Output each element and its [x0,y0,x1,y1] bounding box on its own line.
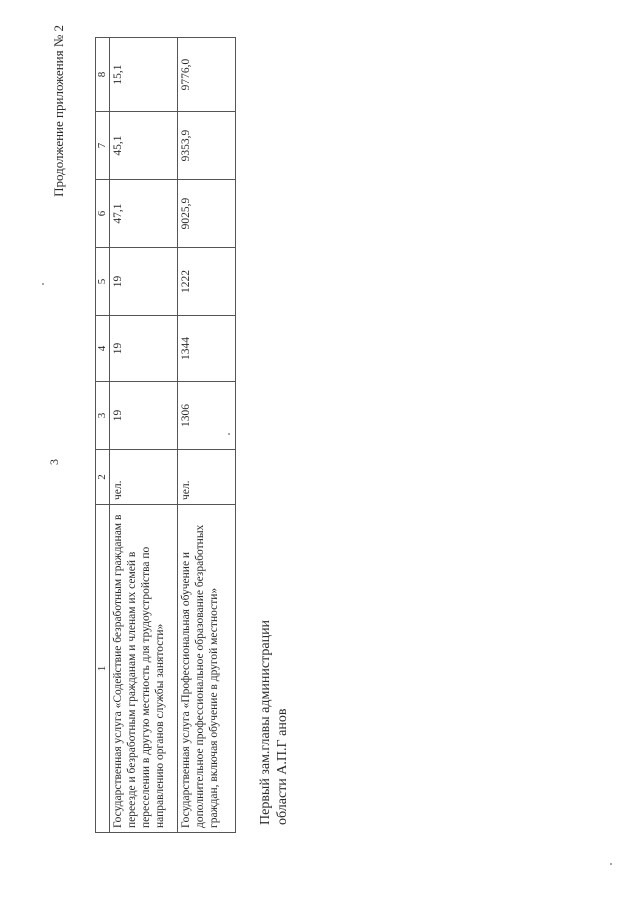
unit-cell: чел. [178,450,236,505]
column-header: 5 [96,248,110,316]
column-header: 1 [96,505,110,833]
column-number-row [96,38,110,833]
column-header: 4 [96,316,110,382]
signature-name: области А.П.Г анов [274,708,290,825]
service-description: Государственная услуга «Содействие безработным гражданам в переезде и безработным гражданам и членам их семей в переселении в другую местность для трудоустройства по направлению органов службы занятости» [110,505,178,833]
value-cell: 19 [110,382,178,450]
scan-speck [42,283,44,285]
scan-speck [228,433,230,435]
column-header: 2 [96,450,110,505]
value-cell: 1344 [178,316,236,382]
appendix-continuation-label: Продолжение приложения № 2 [51,25,66,197]
signature-block [258,620,292,825]
page-number: 3 [47,459,61,465]
column-header: 6 [96,180,110,248]
value-cell: 9025,9 [178,180,236,248]
column-header: 7 [96,112,110,180]
table-row [110,38,178,833]
unit-cell: чел. [110,450,178,505]
value-cell: 47,1 [110,180,178,248]
table-row [178,38,236,833]
value-cell: 45,1 [110,112,178,180]
services-table [95,37,236,833]
value-cell: 9776,0 [178,38,236,112]
column-header: 8 [96,38,110,112]
value-cell: 9353,9 [178,112,236,180]
value-cell: 15,1 [110,38,178,112]
service-description: Государственная услуга «Профессиональная обучение и дополнительное профессиональное образование безработных граждан, включая обучение в другой местности» [178,505,236,833]
value-cell: 19 [110,316,178,382]
signature-title: Первый зам.главы администрации [258,619,273,825]
value-cell: 1222 [178,248,236,316]
column-header: 3 [96,382,110,450]
scan-speck [610,863,612,865]
value-cell: 1306 [178,382,236,450]
value-cell: 19 [110,248,178,316]
